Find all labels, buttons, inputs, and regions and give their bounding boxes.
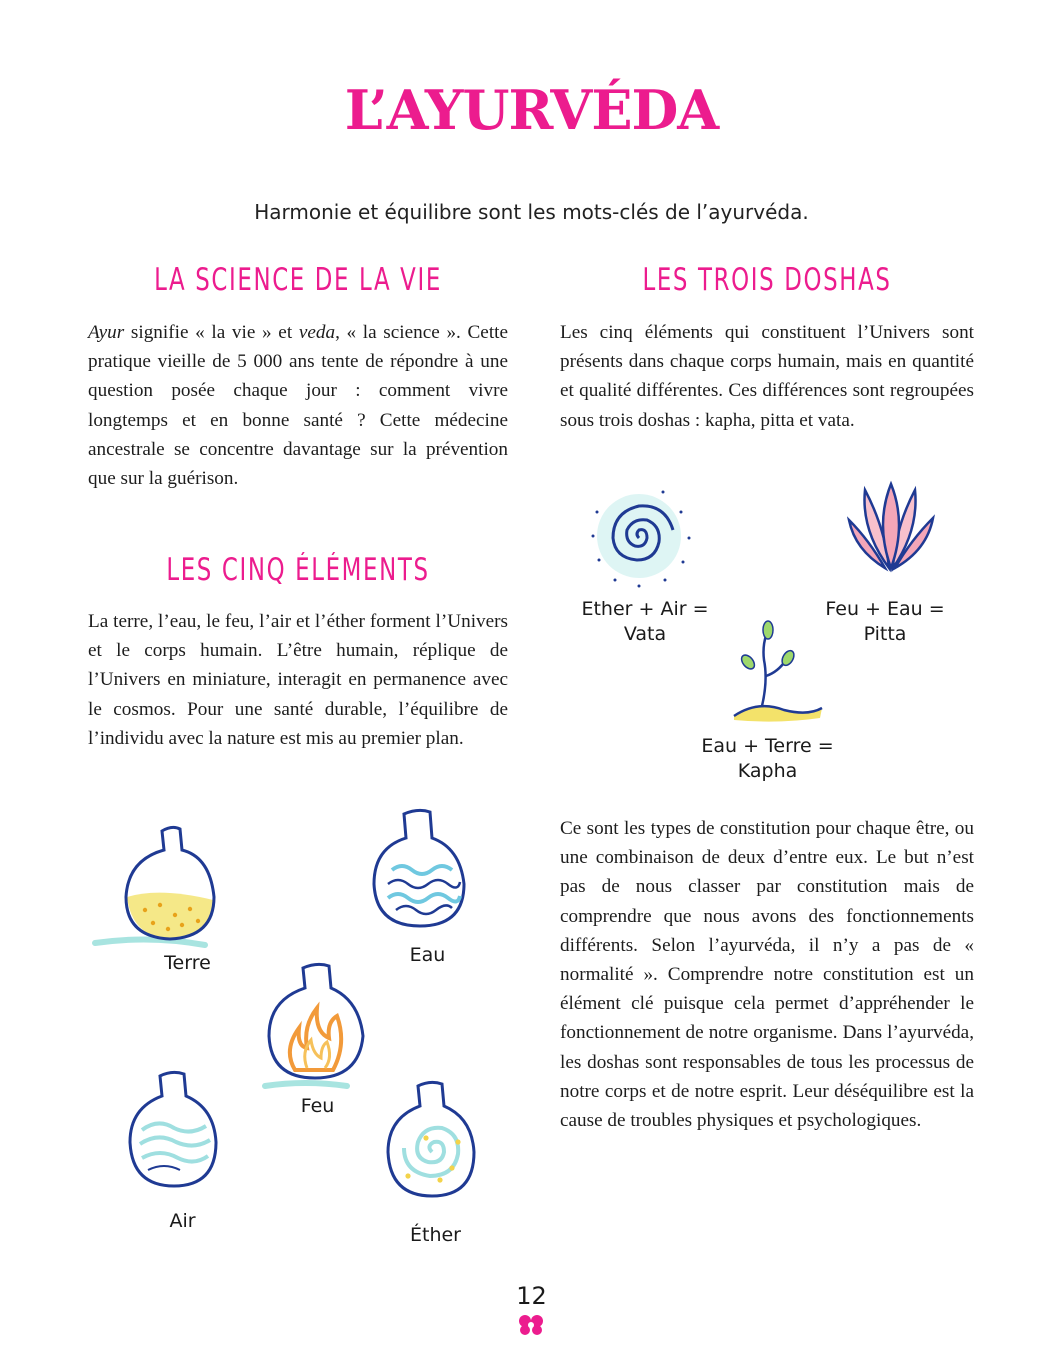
science-text-1: signifie « la vie » et [124,322,299,343]
jar-air-illustration [118,1070,228,1205]
science-text-2: , « la science ». Cette pratique vieille de 5 000 ans tente de répondre à une question posée chaque jour : comment vivre longtemps et en bonne santé ? Cette médecine ancestrale se concentre davantage sur la prévention que sur la guérison. [88,322,508,490]
label-eau: Eau [409,944,446,966]
label-terre: Terre [164,952,211,974]
paragraph-doshas: Les cinq éléments qui constituent l’Univers sont présents dans chaque corps humain, mais en quantité et qualité différentes. Ces différences sont regroupées sous trois doshas : kapha, pitta et vata. [560,322,974,431]
heading-doshas: LES TROIS DOSHAS [642,262,892,298]
label-vata-name: Vata [623,623,667,645]
label-pitta [810,597,960,647]
label-air: Air [169,1210,196,1232]
label-feu: Feu [300,1095,335,1117]
jar-eau-illustration [362,808,472,943]
page-number: 12 [516,1282,547,1310]
label-ether: Éther [410,1224,461,1246]
lotus-icon [835,480,945,585]
flower-ornament-icon [518,1314,544,1341]
label-pitta-name: Pitta [863,623,907,645]
paragraph-elements: La terre, l’eau, le feu, l’air et l’éther forment l’Univers et le corps humain. L’être humain, réplique de l’Univers en miniature, interagit en permanence avec le cosmos. Pour une santé durable, l’équilibre de l’individu avec la nature est mis au premier plan. [88,611,508,749]
page-subtitle: Harmonie et équilibre sont les mots-clés de l’ayurvéda. [254,200,809,224]
word-veda: veda [298,322,336,343]
label-pitta-formula: Feu + Eau = [825,598,945,620]
paragraph-science [88,318,508,493]
heading-elements: LES CINQ ÉLÉMENTS [166,552,430,588]
spiral-icon [585,482,695,597]
jar-ether-illustration [378,1080,488,1215]
label-kapha-name: Kapha [737,760,798,782]
paragraph-constitution: Ce sont les types de constitution pour chaque être, ou une combinaison de deux d’entre eux. Le but n’est pas de nous classer par constitution mais de comprendre que nous avons des fonctionnements différents. Selon l’ayurvéda, il n’y a pas de « normalité ». Comprendre notre constitution est un élément clé puisque cela permet d’appréhender le fonctionnement de notre organisme. Dans l’ayurvéda, les doshas sont responsables de tous les processus de notre corps et de notre esprit. Leur déséquilibre est la cause de troubles physiques et psychologiques. [560,818,974,1132]
label-kapha-formula: Eau + Terre = [701,735,834,757]
label-vata [570,597,720,647]
jar-feu-illustration [255,962,375,1097]
label-vata-formula: Ether + Air = [581,598,709,620]
page-title: L’AYURVÉDA [344,78,719,142]
word-ayur: Ayur [88,322,125,343]
label-kapha [690,734,845,784]
jar-terre-illustration [90,825,240,960]
heading-science: LA SCIENCE DE LA VIE [154,262,442,298]
sprout-icon [728,620,828,730]
